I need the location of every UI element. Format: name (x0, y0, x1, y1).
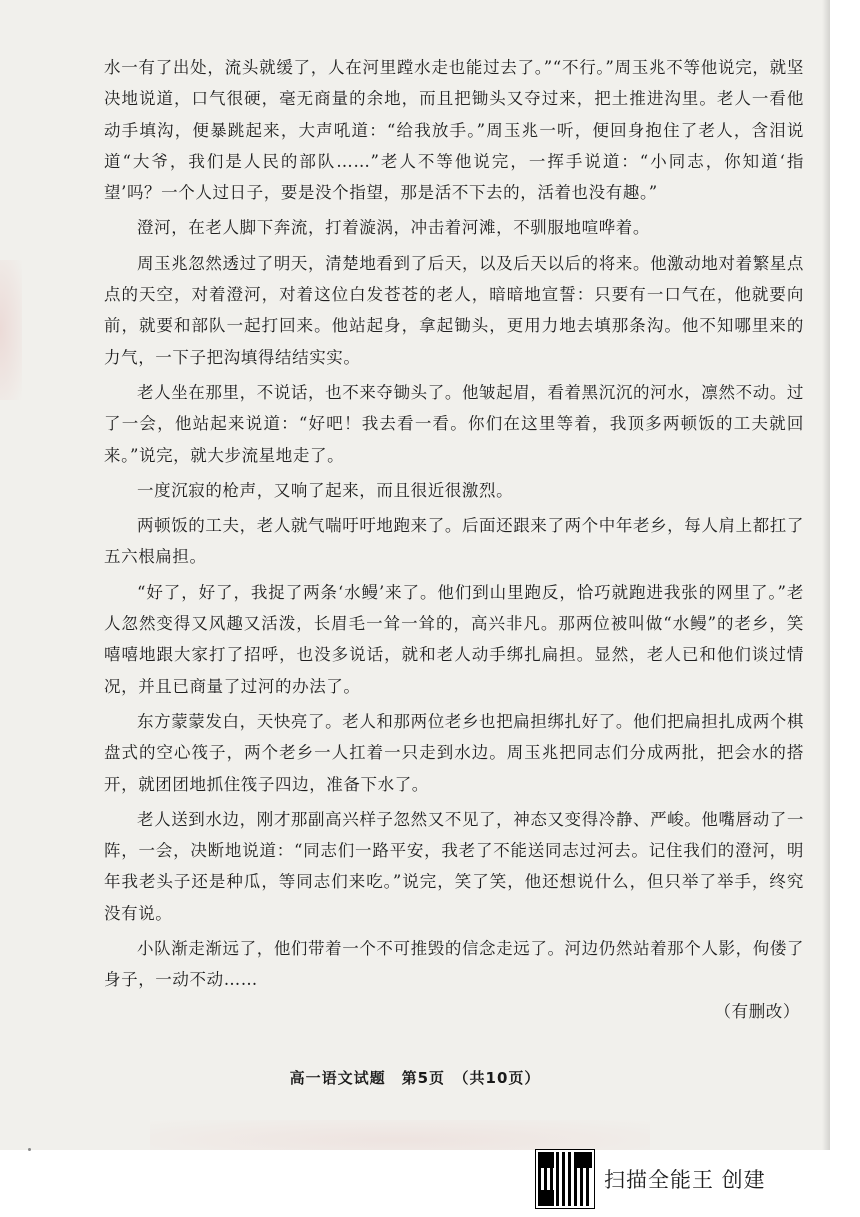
watermark-text: 扫描全能王 创建 (604, 1168, 766, 1192)
page-edge-shadow (822, 0, 830, 1150)
page-stain-bottom (150, 1120, 650, 1150)
scanner-watermark (536, 1150, 766, 1208)
qr-code-icon (536, 1150, 594, 1208)
paragraph-9: 老人送到水边，刚才那副高兴样子忽然又不见了，神态又变得冷静、严峻。他嘴唇动了一阵，一会，决断地说道：“同志们一路平安，我老了不能送同志过河去。记住我们的澄河，明年我老头子还是种瓜，等同志们来吃。”说完，笑了笑，他还想说什么，但只举了举手，终究没有说。 (104, 809, 804, 923)
paragraph-4: 老人坐在那里，不说话，也不来夺锄头了。他皱起眉，看着黑沉沉的河水，凛然不动。过了一会，他站起来说道：“好吧！我去看一看。你们在这里等着，我顶多两顿饭的工夫就回来。”说完，就大步流星地走了。 (104, 382, 804, 465)
paragraph-7: “好了，好了，我捉了两条‘水鳗’来了。他们到山里跑反，恰巧就跑进我张的网里了。”老人忽然变得又风趣又活泼，长眉毛一耸一耸的，高兴非凡。那两位被叫做“水鳗”的老乡，笑嘻嘻地跟大家打了招呼，也没多说话，就和老人动手绑扎扁担。显然，老人已和他们谈过情况，并且已商量了过河的办法了。 (104, 582, 804, 696)
paragraph-10: 小队渐走渐远了，他们带着一个不可推毁的信念走远了。河边仍然站着那个人影，佝偻了身子，一动不动…… (104, 939, 804, 990)
scan-speck (28, 1148, 31, 1151)
paragraph-8: 东方蒙蒙发白，天快亮了。老人和那两位老乡也把扁担绑扎好了。他们把扁担扎成两个棋盘式的空心筏子，两个老乡一人扛着一只走到水边。周玉兆把同志们分成两批，把会水的搭开，就团团地抓住筏子四边，准备下水了。 (104, 711, 804, 794)
article-body (104, 52, 804, 1027)
paragraph-1: 水一有了出处，流头就缓了，人在河里蹚水走也能过去了。”“不行。”周玉兆不等他说完，就坚决地说道，口气很硬，毫无商量的余地，而且把锄头又夺过来，把土推进沟里。老人一看他动手填沟，便暴跳起来，大声吼道：“给我放手。”周玉兆一听，便回身抱住了老人，含泪说道“大爷，我们是人民的部队……”老人不等他说完，一挥手说道：“小同志，你知道‘指望’吗？一个人过日子，要是没个指望，那是活不下去的，活着也没有趣。” (104, 58, 804, 203)
paragraph-2: 澄河，在老人脚下奔流，打着漩涡，冲击着河滩，不驯服地喧哗着。 (137, 218, 650, 238)
paragraph-6: 两顿饭的工夫，老人就气喘吁吁地跑来了。后面还跟来了两个中年老乡，每人肩上都扛了五六根扁担。 (104, 516, 804, 567)
paragraph-3: 周玉兆忽然透过了明天，清楚地看到了后天，以及后天以后的将来。他激动地对着繁星点点的天空，对着澄河，对着这位白发苍苍的老人，暗暗地宣誓：只要有一口气在，他就要向前，就要和部队一起打回来。他站起身，拿起锄头，更用力地去填那条沟。他不知哪里来的力气，一下子把沟填得结结实实。 (104, 253, 804, 367)
page-stain (0, 260, 22, 400)
page-footer: 高一语文试题 第5页 （共10页） (289, 1069, 541, 1087)
source-note: （有删改） (714, 1001, 800, 1021)
paragraph-5: 一度沉寂的枪声，又响了起来，而且很近很激烈。 (137, 480, 514, 500)
